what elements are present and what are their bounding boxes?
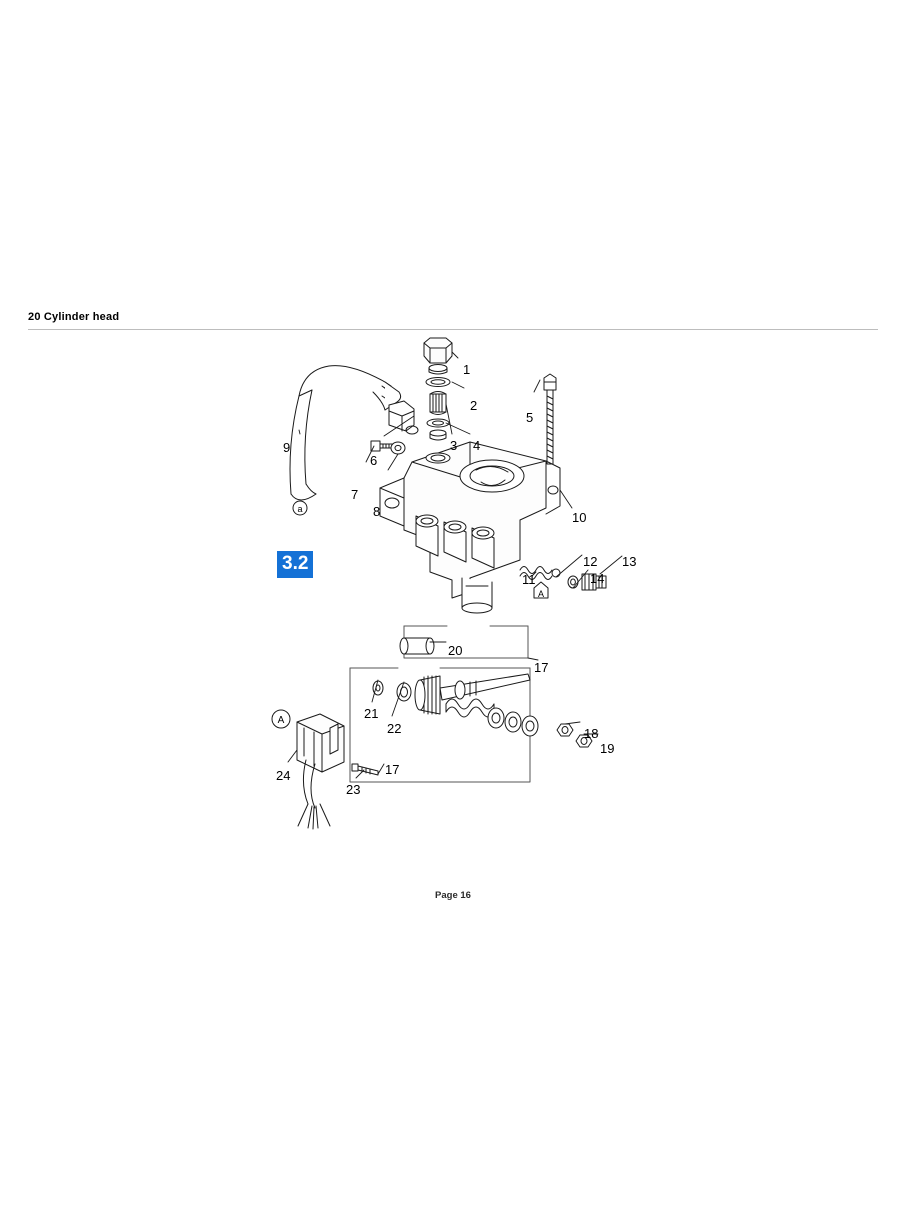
callout-17-lower: 17 [385,762,400,777]
callout-6: 6 [370,453,378,468]
part-1-plug [424,338,452,374]
callout-1: 1 [463,362,471,377]
svg-text:A: A [537,589,545,599]
callout-10: 10 [572,510,587,525]
part-18-nut [557,724,573,736]
part-3-valve-cage [430,392,446,415]
callout-7: 7 [351,487,359,502]
callout-19: 19 [600,741,615,756]
part-14-oring [568,576,578,588]
part-23-screw [352,764,378,775]
svg-text:a: a [297,504,303,514]
callout-20: 20 [448,643,463,658]
part-2-oring [426,378,450,387]
part-12-ball [552,569,560,577]
marker-A-upper-1 [534,582,548,599]
valve-assembly [415,674,538,736]
part-9-hose [290,366,401,500]
selected-item-badge[interactable]: 3.2 [277,551,313,578]
callout-12: 12 [583,554,598,569]
part-8-washer [391,442,405,454]
callout-14: 14 [590,571,605,586]
callout-9: 9 [283,440,291,455]
part-24-switch-block [297,714,344,829]
callout-2: 2 [470,398,478,413]
callout-3: 3 [450,438,458,453]
page-footer: Page 16 [435,890,471,901]
callout-5: 5 [526,410,534,425]
svg-text:A: A [277,715,285,726]
callout-24: 24 [276,768,291,783]
part-5-bolt [544,374,556,464]
diagram-svg [0,330,906,870]
callout-13: 13 [622,554,637,569]
marker-A-upper-2 [272,710,290,728]
callout-18: 18 [584,726,599,741]
marker-a-lowercase [293,501,307,515]
cylinder-head-body [380,442,560,613]
callout-11: 11 [522,572,536,587]
part-22-ring [397,683,411,701]
callout-17-upper: 17 [534,660,549,675]
callout-8: 8 [373,504,381,519]
callout-23: 23 [346,782,361,797]
part-4-seat [430,430,446,440]
part-20-sleeve [400,638,434,654]
callout-22: 22 [387,721,402,736]
exploded-parts-diagram [0,330,906,870]
part-6-elbow-fitting [389,401,418,434]
page-title: 20 Cylinder head [28,311,120,323]
callout-4: 4 [473,438,481,453]
callout-21: 21 [364,706,379,721]
